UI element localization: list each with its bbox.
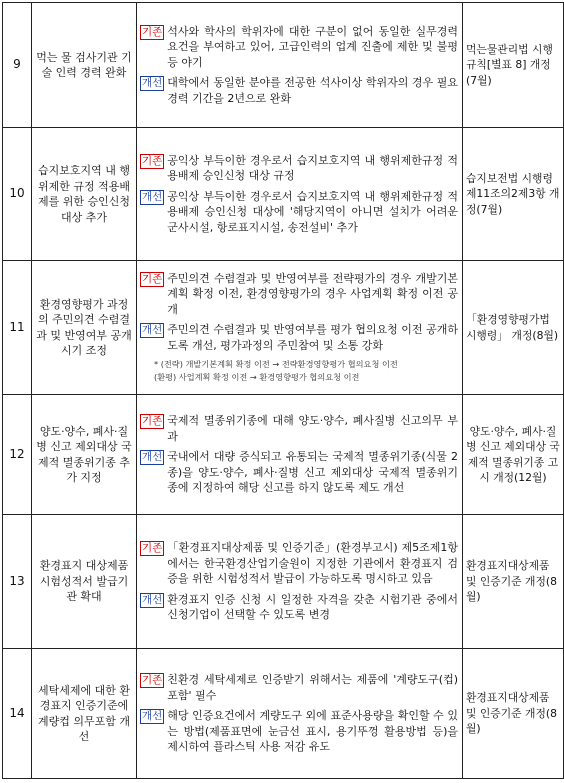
revised-badge: 개선 [142, 77, 163, 90]
table-row [3, 3, 564, 128]
current-badge: 기존 [142, 25, 163, 38]
revised-badge: 개선 [142, 190, 163, 203]
legal-basis: 습지보전법 시행령 제11조의2제3항 개정(7월) [463, 128, 564, 261]
row-number: 13 [3, 515, 32, 649]
row-content [137, 515, 463, 649]
row-content [137, 649, 463, 779]
row-number: 11 [3, 261, 32, 395]
row-number: 9 [3, 3, 32, 128]
current-text: 친환경 세탁세제로 인증받기 위해서는 제품에 '계량도구(컵) 포함' 필수 [167, 673, 458, 702]
row-content [137, 3, 463, 128]
row-number: 10 [3, 128, 32, 261]
current-badge: 기존 [142, 542, 163, 555]
revised-badge: 개선 [142, 593, 163, 606]
current-text: 국제적 멸종위기종에 대해 양도·양수, 폐사질병 신고의무 부과 [167, 414, 458, 443]
current-text: 주민의견 수렴결과 및 반영여부를 전략평가의 경우 개발기본계획 확정 이전, 환경영향평가의 경우 사업계획 확정 이전 공개 [167, 271, 458, 316]
footnote-strategic: * (전략) 개발기본계획 확정 이전 → 전략환경영향평가 협의요청 이전 [154, 359, 398, 370]
table-row [3, 395, 564, 515]
revised-text: 공익상 부득이한 경우로서 습지보호지역 내 행위제한규정 적용배제 승인신청 대상에 '해당지역이 아니면 설치가 어려운 군사시설, 항로표지시설, 송전설비' 추가 [167, 189, 458, 234]
current-badge: 기존 [142, 674, 163, 687]
legal-basis: 「환경영향평가법 시행령」 개정(8월) [463, 261, 564, 395]
current-badge: 기존 [142, 415, 163, 428]
legal-basis: 양도·양수, 폐사·질병 신고 제외대상 국제적 멸종위기종 고시 개정(12월) [463, 395, 564, 515]
row-topic: 양도·양수, 폐사·질병 신고 제외대상 국제적 멸종위기종 추가 지정 [32, 395, 137, 515]
legal-basis: 먹는물관리법 시행규칙[별표 8] 개정(7월) [463, 3, 564, 128]
revised-badge: 개선 [142, 710, 163, 723]
row-content [137, 261, 463, 395]
current-text: 「환경표지대상제품 및 인증기준」(환경부고시) 제5조제1항에서는 한국환경산업기술원이 지정한 기관에서 환경표지 검증을 위한 시험성적서 발급이 가능하도록 명시하고 있음 [167, 541, 458, 586]
table-row [3, 261, 564, 395]
regulation-improvement-table [2, 2, 564, 779]
revised-text: 해당 인증요건에서 계량도구 외에 표준사용량을 확인할 수 있는 방법(제품표면에 눈금선 표시, 용기뚜껑 활용방법 등)을 제시하여 플라스틱 사용 저감 유도 [167, 709, 458, 754]
row-topic: 먹는 물 검사기관 기술 인력 경력 완화 [32, 3, 137, 128]
revised-text: 국내에서 대량 증식되고 유통되는 국제적 멸종위기종(식물 2종)을 양도·양수, 폐사·질병 신고 제외대상 국제적 멸종위기종에 지정하여 해당 신고를 하지 않도록 제도 개선 [167, 450, 458, 495]
legal-basis: 환경표지대상제품 및 인증기준 개정(8월) [463, 649, 564, 779]
revised-text: 주민의견 수렴결과 및 반영여부를 평가 협의요청 이전 공개하도록 개선, 평가과정의 주민참여 및 소통 강화 [167, 323, 458, 352]
table-row [3, 128, 564, 261]
row-topic: 습지보호지역 내 행위제한 규정 적용배제를 위한 승인신청 대상 추가 [32, 128, 137, 261]
current-badge: 기존 [142, 154, 163, 167]
revised-text: 대학에서 동일한 분야를 전공한 석사이상 학위자의 경우 필요경력 기간을 2년으로 완화 [167, 76, 458, 105]
footnote-eia: (환평) 사업계획 확정 이전 → 환경영향평가 협의요청 이전 [154, 372, 360, 383]
row-topic: 환경영향평가 과정의 주민의견 수렴결과 및 반영여부 공개시기 조정 [32, 261, 137, 395]
row-topic: 세탁세제에 대한 환경표지 인증기준에 계량컵 의무포함 개선 [32, 649, 137, 779]
row-topic: 환경표지 대상제품 시험성적서 발급기관 확대 [32, 515, 137, 649]
current-text: 석사와 학사의 학위자에 대한 구분이 없어 동일한 실무경력 요건을 부여하고 있어, 고급인력의 업계 진출에 제한 및 불평등 야기 [167, 24, 458, 69]
row-content [137, 395, 463, 515]
table-row [3, 649, 564, 779]
revised-text: 환경표지 인증 신청 시 일정한 자격을 갖춘 시험기관 중에서 신청기업이 선택할 수 있도록 변경 [167, 592, 458, 622]
row-number: 14 [3, 649, 32, 779]
current-badge: 기존 [142, 272, 163, 285]
revised-badge: 개선 [142, 451, 163, 464]
row-number: 12 [3, 395, 32, 515]
table-row [3, 515, 564, 649]
legal-basis: 환경표지대상제품 및 인증기준 개정(8월) [463, 515, 564, 649]
row-content [137, 128, 463, 261]
revised-badge: 개선 [142, 324, 163, 337]
current-text: 공익상 부득이한 경우로서 습지보호지역 내 행위제한규정 적용배제 승인신청 대상 규정 [167, 153, 458, 183]
